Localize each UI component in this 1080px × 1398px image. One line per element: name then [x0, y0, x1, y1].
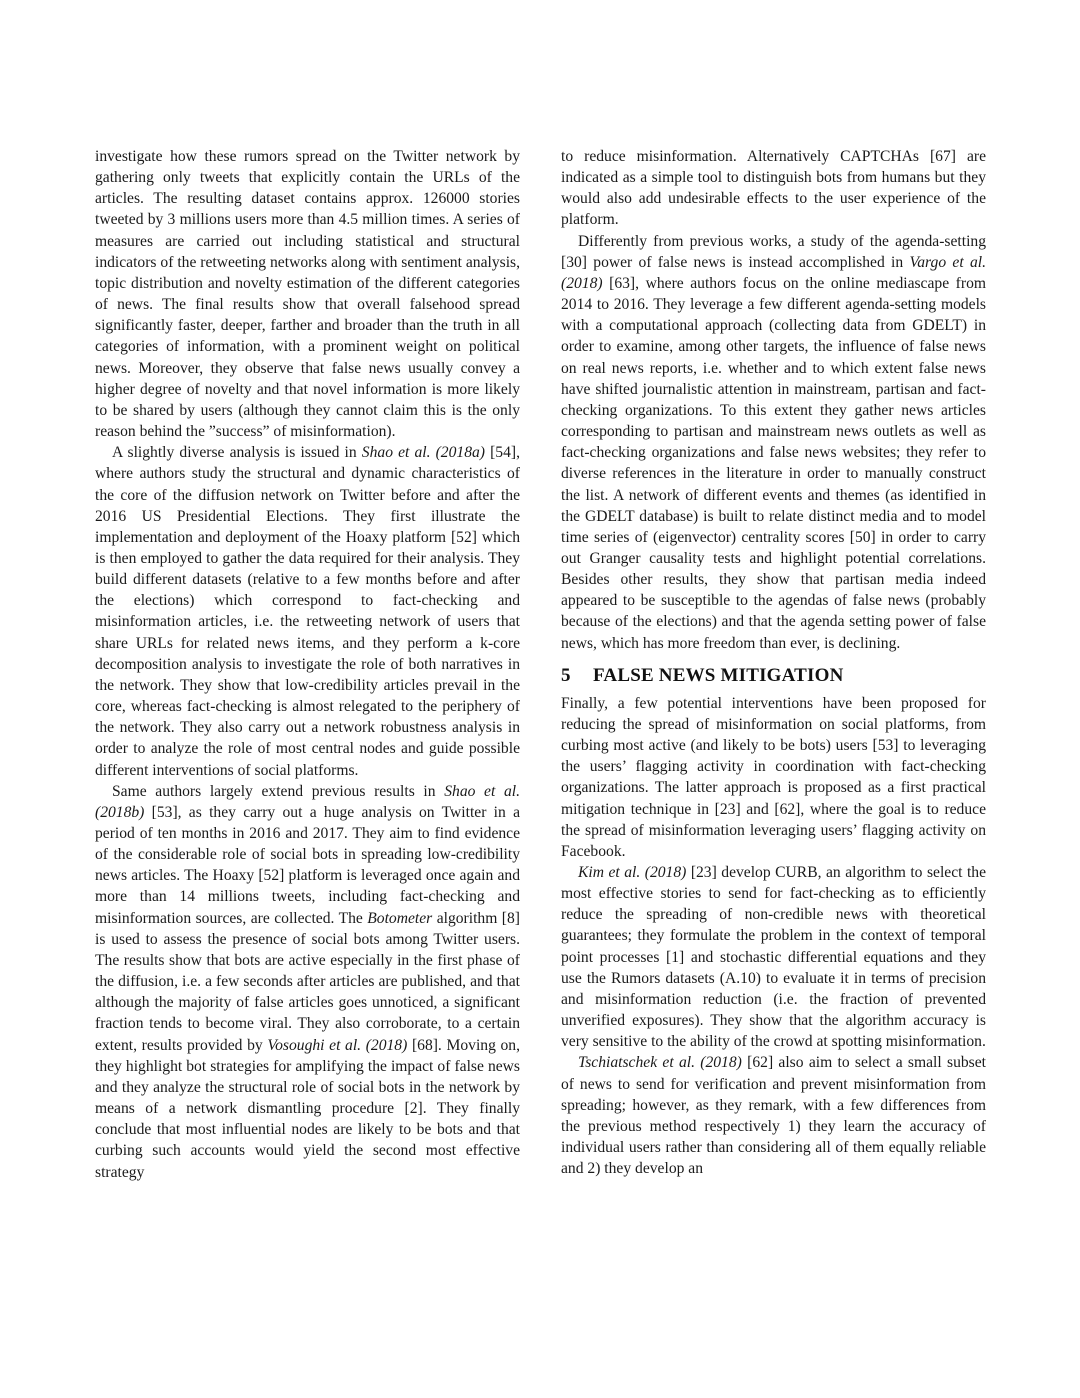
right-paragraph-1: to reduce misinformation. Alternatively CAPTCHAs [67] are indicated as a simple tool to distinguish bots from humans but they would also add undesirable effects to the user experience of the platform. [561, 148, 986, 229]
text-run: [23] develop CURB, an algorithm to select the most effective stories to send for fact-checking as to efficiently reduce the spreading of non-credible news with theoretical guarantees; they formulate the problem in the context of temporal point processes [1] and stochastic differential equations and they use the Rumors datasets (A.10) to evaluate it in terms of precision and misinformation reduction (i.e. the fraction of prevented unverified exposures). They show that the algorithm accuracy is very sensitive to the ability of the crowd at spotting misinformation. [561, 864, 986, 1051]
section-title: FALSE NEWS MITIGATION [593, 664, 844, 686]
left-paragraph-1: investigate how these rumors spread on the Twitter network by gathering only tweets that explicitly contain the URLs of the articles. The resulting dataset contains approx. 126000 stories tweeted by 3 millions users more than 4.5 million times. A series of measures are carried out including statistical and structural indicators of the retweeting networks along with sentiment analysis, topic distribution and novelty estimation of the different categories of news. The final results show that overall falsehood spread significantly faster, deeper, farther and broader than the truth in all categories of information, with a prominent weight on political news. Moreover, they observe that false news usually convey a higher degree of novelty and that novel information is more likely to be shared by users (although they cannot claim this is the only reason behind the ”success” of misinformation). [95, 148, 520, 441]
section-number: 5 [561, 664, 571, 686]
left-column [95, 146, 520, 1183]
citation-vosoughi-2018: Vosoughi et al. (2018) [267, 1036, 408, 1054]
text-run: Differently from previous works, a study of the agenda-setting [30] power of false news is instead accomplished in [561, 232, 986, 271]
text-run: algorithm [8] is used to assess the presence of social bots among Twitter users. The results show that bots are active especially in the first phase of the diffusion, i.e. a few seconds after articles are published, and that although the majority of false articles goes unnoticed, a significant fraction tends to become viral. They also corroborate, to a certain extent, results provided by [95, 909, 520, 1054]
left-paragraph-3 [95, 781, 520, 1183]
text-run: [62] also aim to select a small subset of news to send for verification and prevent misinformation from spreading; however, as they remark, with a few differences from the previous method respectively 1) they learn the accuracy of individual users rather than considering all of them equally reliable and 2) they develop an [561, 1054, 986, 1178]
right-column [561, 146, 986, 1179]
left-paragraph-2 [95, 442, 520, 781]
citation-kim-2018: Kim et al. (2018) [578, 864, 687, 881]
right-paragraph-2 [561, 231, 986, 654]
citation-shao-2018a: Shao et al. (2018a) [361, 444, 485, 462]
citation-tschiatschek-2018: Tschiatschek et al. (2018) [578, 1054, 742, 1072]
citation-vargo-2018: Vargo et al. (2018) [561, 253, 986, 292]
text-run: [53], as they carry out a huge analysis on Twitter in a period of ten months in 2016 and 2017. They aim to find evidence of the considerable role of social bots in spreading low-credibility news articles. The Hoaxy [52] platform is leveraged once again and more than 14 millions tweets, including fact-checking and misinformation sources, are collected. The [95, 803, 520, 927]
text-run: Same authors largely extend previous results in [112, 782, 445, 800]
section-heading [561, 664, 986, 688]
right-paragraph-4 [561, 862, 986, 1052]
citation-shao-2018b: Shao et al. (2018b) [95, 782, 520, 821]
text-run: A slightly diverse analysis is issued in [112, 444, 362, 462]
text-run: [68]. Moving on, they highlight bot strategies for amplifying the impact of false news and they analyze the structural role of social bots in the network by means of a network dismantling procedure [2]. They finally conclude that most influential nodes are likely to be bots and that curbing such accounts would yield the second most effective strategy [95, 1036, 521, 1181]
right-paragraph-3: Finally, a few potential interventions have been proposed for reducing the spread of misinformation on social platforms, from curbing most active (and likely to be bots) users [53] to leveraging the users’ flagging activity in coordination with fact-checking organizations. The latter approach is proposed as a first practical mitigation technique in [23] and [62], where the goal is to reduce the spread of misinformation leveraging users’ flagging activity on Facebook. [561, 694, 986, 860]
tool-name-botometer: Botometer [367, 909, 433, 927]
right-paragraph-5 [561, 1052, 986, 1179]
text-run: [63], where authors focus on the online mediascape from 2014 to 2016. They leverage a few different agenda-setting models with a computational approach (collecting data from GDELT) in order to examine, among other targets, the influence of false news on real news reports, i.e. whether and to which extent false news have shifted journalistic attention in mainstream, partisan and fact-checking organizations. To this extent they gather news articles corresponding to partisan and mainstream news outlets as well as fact-checking organizations and false news websites; they refer to diverse references in the literature in order to manually construct the list. A network of different events and themes (as identified in the GDELT database) is built to relate distinct media and to model time series of (eigenvector) centrality scores [50] in order to carry out Granger causality tests and highlight potential correlations. Besides other results, they show that partisan media indeed appeared to be susceptible to the agendas of false news (probably because of the elections) and that the agenda setting power of false news, which has more freedom than ever, is declining. [561, 274, 986, 652]
text-run: [54], where authors study the structural and dynamic characteristics of the core of the diffusion network on Twitter before and after the 2016 US Presidential Elections. They first illustrate the implementation and deployment of the Hoaxy platform [52] which is then employed to gather the data required for their analysis. They build different datasets (relative to a few months before and after the elections) which correspond to fact-checking and misinformation articles, i.e. the retweeting network of users that share URLs for related news items, and they perform a k-core decomposition analysis to investigate the role of both narratives in the network. They show that low-credibility articles prevail in the core, whereas fact-checking is almost relegated to the periphery of the network. They also carry out a network robustness analysis in order to analyze the role of most central nodes and guide possible different interventions of social platforms. [95, 444, 520, 779]
